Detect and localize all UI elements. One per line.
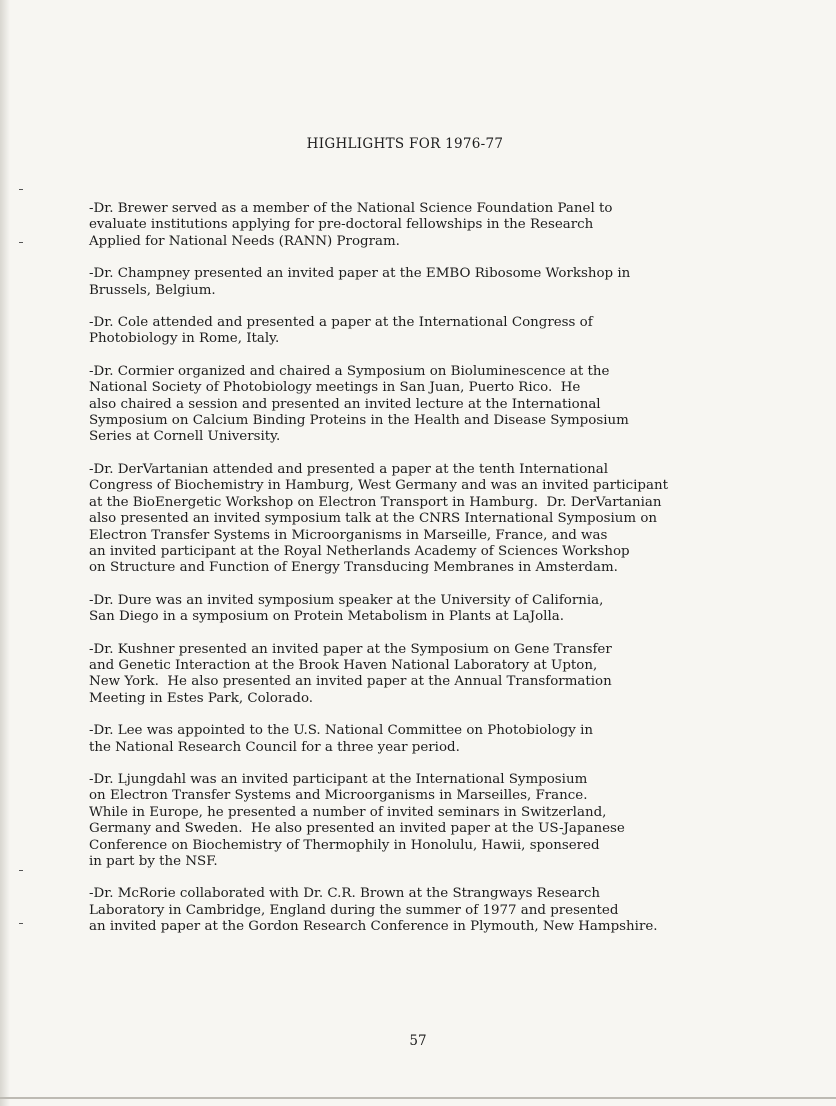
bottom-edge-rule: [0, 1097, 836, 1099]
paragraph-cole: -Dr. Cole attended and presented a paper at the International Congress of Photobiology in Rome, Italy.: [89, 315, 593, 347]
page-number: 57: [409, 1033, 427, 1049]
page-edge-shadow: [0, 0, 10, 1106]
margin-mark: [19, 870, 23, 871]
paragraph-mcrorie: -Dr. McRorie collaborated with Dr. C.R. Brown at the Strangways Research Laboratory in Cambridge, England during the summer of 1977 and presented an invited paper at the Gordon Research Conference in Plymouth, New Hampshire.: [89, 886, 658, 935]
paragraph-ljungdahl: -Dr. Ljungdahl was an invited participant at the International Symposium on Electron Transfer Systems and Microorganisms in Marseilles, France. While in Europe, he presented a number of invited seminars in Switzerland, Germany and Sweden. He also presented an invited paper at the US-Japanese Conference on Biochemistry of Thermophily in Honolulu, Hawii, sponsered in part by the NSF.: [89, 771, 625, 869]
paragraph-champney: -Dr. Champney presented an invited paper at the EMBO Ribosome Workshop in Brussels, Belgium.: [89, 266, 631, 298]
margin-mark: [19, 242, 23, 243]
paragraph-dervartanian: -Dr. DerVartanian attended and presented a paper at the tenth International Congress of Biochemistry in Hamburg, West Germany and was an invited participant at the BioEnergetic Workshop on Electron Transport in Hamburg. Dr. DerVartanian also presented an invited symposium talk at the CNRS International Symposium on Electron Transfer Systems in Microorganisms in Marseille, France, and was an invited participant at the Royal Netherlands Academy of Sciences Workshop on Structure and Function of Energy Transducing Membranes in Amsterdam.: [89, 461, 668, 576]
page-title: HIGHLIGHTS FOR 1976-77: [306, 136, 504, 152]
paragraph-cormier: -Dr. Cormier organized and chaired a Symposium on Bioluminescence at the National Society of Photobiology meetings in San Juan, Puerto Rico. He also chaired a session and presented an invited lecture at the International Symposium on Calcium Binding Proteins in the Health and Disease Symposium Series at Cornell University.: [89, 363, 629, 445]
paragraph-brewer: -Dr. Brewer served as a member of the National Science Foundation Panel to evaluate institutions applying for pre-doctoral fellowships in the Research Applied for National Needs (RANN) Program.: [89, 201, 613, 249]
margin-mark: [19, 923, 23, 924]
document-body: [89, 201, 809, 952]
paragraph-lee: -Dr. Lee was appointed to the U.S. National Committee on Photobiology in the National Research Council for a three year period.: [89, 723, 593, 755]
paragraph-dure: -Dr. Dure was an invited symposium speaker at the University of California, San Diego in a symposium on Protein Metabolism in Plants at LaJolla.: [89, 592, 604, 625]
paragraph-kushner: -Dr. Kushner presented an invited paper at the Symposium on Gene Transfer and Genetic Interaction at the Brook Haven National Laboratory at Upton, New York. He also presented an invited paper at the Annual Transformation Meeting in Estes Park, Colorado.: [89, 641, 612, 706]
margin-mark: [19, 189, 23, 190]
